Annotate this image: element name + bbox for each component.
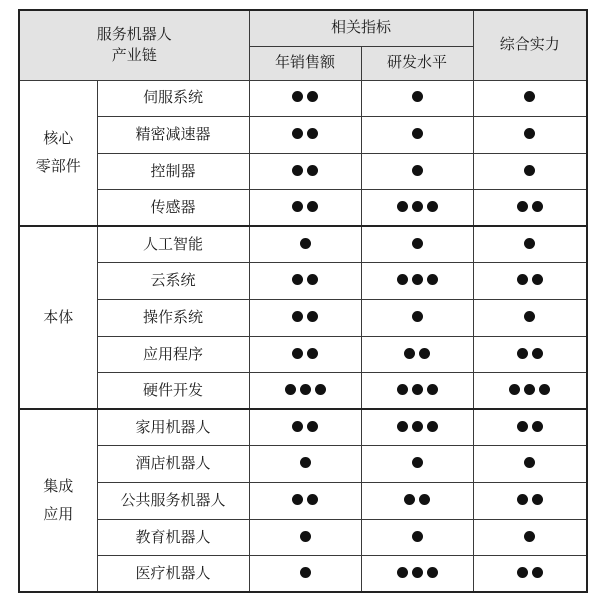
rating-dot-icon xyxy=(315,384,326,395)
rating-dot-icon xyxy=(539,384,550,395)
overall-rating xyxy=(473,80,587,117)
overall-rating xyxy=(473,226,587,263)
rating-dot-icon xyxy=(307,128,318,139)
rating-dots xyxy=(404,348,430,359)
rating-dot-icon xyxy=(532,494,543,505)
rating-dots xyxy=(412,457,423,468)
rating-dot-icon xyxy=(397,421,408,432)
rating-dot-icon xyxy=(412,384,423,395)
rating-dots xyxy=(292,165,318,176)
rating-dots xyxy=(412,238,423,249)
rating-dots xyxy=(292,494,318,505)
rating-dot-icon xyxy=(307,165,318,176)
rating-dot-icon xyxy=(412,274,423,285)
rating-dot-icon xyxy=(532,201,543,212)
rating-dot-icon xyxy=(412,567,423,578)
item-label: 酒店机器人 xyxy=(97,446,249,483)
overall-rating xyxy=(473,300,587,337)
rating-dots xyxy=(300,567,311,578)
table-row xyxy=(19,80,587,117)
rnd-rating xyxy=(361,556,473,593)
overall-rating xyxy=(473,373,587,410)
rating-dots xyxy=(412,128,423,139)
rating-dot-icon xyxy=(397,384,408,395)
rnd-rating xyxy=(361,263,473,300)
rating-dots xyxy=(292,421,318,432)
header-sales: 年销售额 xyxy=(249,46,361,80)
rating-dot-icon xyxy=(412,165,423,176)
table-row xyxy=(19,556,587,593)
overall-rating xyxy=(473,483,587,520)
rating-dot-icon xyxy=(292,91,303,102)
rnd-rating xyxy=(361,190,473,227)
rating-dot-icon xyxy=(307,494,318,505)
rating-dots xyxy=(292,201,318,212)
overall-rating xyxy=(473,263,587,300)
rating-dot-icon xyxy=(307,348,318,359)
rating-dots xyxy=(397,201,438,212)
item-label: 人工智能 xyxy=(97,226,249,263)
overall-rating xyxy=(473,409,587,446)
rnd-rating xyxy=(361,153,473,190)
table-row xyxy=(19,117,587,154)
rating-dot-icon xyxy=(300,567,311,578)
rnd-rating xyxy=(361,483,473,520)
rating-dot-icon xyxy=(412,91,423,102)
rating-dot-icon xyxy=(412,128,423,139)
rnd-rating xyxy=(361,300,473,337)
rating-dot-icon xyxy=(397,201,408,212)
rating-dots xyxy=(300,531,311,542)
sales-rating xyxy=(249,519,361,556)
item-label: 医疗机器人 xyxy=(97,556,249,593)
rating-dot-icon xyxy=(524,384,535,395)
rating-dot-icon xyxy=(412,421,423,432)
overall-rating xyxy=(473,556,587,593)
rating-dots xyxy=(517,348,543,359)
table-row xyxy=(19,446,587,483)
rating-dot-icon xyxy=(307,421,318,432)
sales-rating xyxy=(249,483,361,520)
sales-rating xyxy=(249,446,361,483)
table-row xyxy=(19,483,587,520)
rnd-rating xyxy=(361,446,473,483)
rating-dot-icon xyxy=(300,457,311,468)
table-row xyxy=(19,153,587,190)
rating-dot-icon xyxy=(404,348,415,359)
rating-dot-icon xyxy=(517,494,528,505)
item-label: 控制器 xyxy=(97,153,249,190)
rating-dot-icon xyxy=(427,421,438,432)
rating-dot-icon xyxy=(307,201,318,212)
rating-dots xyxy=(524,128,535,139)
rating-dot-icon xyxy=(412,457,423,468)
header-industry-chain: 服务机器人 产业链 xyxy=(19,10,249,80)
rating-dot-icon xyxy=(427,384,438,395)
rating-dots xyxy=(524,165,535,176)
table-row xyxy=(19,226,587,263)
rating-dots xyxy=(517,274,543,285)
sales-rating xyxy=(249,336,361,373)
robot-industry-table xyxy=(18,9,588,593)
rating-dot-icon xyxy=(524,311,535,322)
sales-rating xyxy=(249,409,361,446)
group-label: 本体 xyxy=(19,226,97,409)
table-row xyxy=(19,336,587,373)
rnd-rating xyxy=(361,373,473,410)
rating-dot-icon xyxy=(517,274,528,285)
rating-dots xyxy=(412,165,423,176)
rating-dots xyxy=(412,531,423,542)
rating-dots xyxy=(292,274,318,285)
rating-dot-icon xyxy=(524,531,535,542)
rating-dots xyxy=(509,384,550,395)
rating-dot-icon xyxy=(517,348,528,359)
rnd-rating xyxy=(361,409,473,446)
rating-dot-icon xyxy=(397,274,408,285)
rating-dots xyxy=(524,457,535,468)
rating-dots xyxy=(292,128,318,139)
rating-dot-icon xyxy=(517,201,528,212)
rating-dots xyxy=(517,494,543,505)
rating-dot-icon xyxy=(524,238,535,249)
rating-dots xyxy=(397,567,438,578)
rating-dots xyxy=(524,238,535,249)
rating-dots xyxy=(412,311,423,322)
sales-rating xyxy=(249,117,361,154)
overall-rating xyxy=(473,336,587,373)
header-overall: 综合实力 xyxy=(473,10,587,80)
rating-dot-icon xyxy=(524,457,535,468)
item-label: 公共服务机器人 xyxy=(97,483,249,520)
item-label: 教育机器人 xyxy=(97,519,249,556)
table-row xyxy=(19,409,587,446)
rating-dots xyxy=(412,91,423,102)
rating-dot-icon xyxy=(532,274,543,285)
sales-rating xyxy=(249,153,361,190)
table-row xyxy=(19,519,587,556)
rating-dot-icon xyxy=(292,165,303,176)
overall-rating xyxy=(473,153,587,190)
sales-rating xyxy=(249,226,361,263)
rating-dots xyxy=(300,238,311,249)
rating-dots xyxy=(517,201,543,212)
rating-dot-icon xyxy=(307,91,318,102)
item-label: 家用机器人 xyxy=(97,409,249,446)
rating-dot-icon xyxy=(524,128,535,139)
sales-rating xyxy=(249,190,361,227)
rating-dot-icon xyxy=(524,165,535,176)
rnd-rating xyxy=(361,80,473,117)
sales-rating xyxy=(249,300,361,337)
rating-dots xyxy=(404,494,430,505)
item-label: 硬件开发 xyxy=(97,373,249,410)
sales-rating xyxy=(249,373,361,410)
rating-dot-icon xyxy=(532,567,543,578)
sales-rating xyxy=(249,263,361,300)
overall-rating xyxy=(473,519,587,556)
rating-dots xyxy=(397,421,438,432)
header-rnd: 研发水平 xyxy=(361,46,473,80)
rating-dots xyxy=(517,567,543,578)
header-indicators: 相关指标 xyxy=(249,10,473,46)
rating-dots xyxy=(397,384,438,395)
rating-dot-icon xyxy=(419,348,430,359)
rating-dot-icon xyxy=(517,567,528,578)
item-label: 传感器 xyxy=(97,190,249,227)
rating-dot-icon xyxy=(292,274,303,285)
rating-dot-icon xyxy=(412,311,423,322)
item-label: 应用程序 xyxy=(97,336,249,373)
rnd-rating xyxy=(361,336,473,373)
overall-rating xyxy=(473,446,587,483)
rnd-rating xyxy=(361,117,473,154)
sales-rating xyxy=(249,80,361,117)
rating-dot-icon xyxy=(419,494,430,505)
rating-dots xyxy=(292,91,318,102)
rating-dot-icon xyxy=(427,201,438,212)
rating-dot-icon xyxy=(300,238,311,249)
sales-rating xyxy=(249,556,361,593)
rating-dot-icon xyxy=(292,201,303,212)
rating-dot-icon xyxy=(412,238,423,249)
rnd-rating xyxy=(361,226,473,263)
rating-dot-icon xyxy=(509,384,520,395)
table-row xyxy=(19,300,587,337)
rnd-rating xyxy=(361,519,473,556)
group-label: 核心 零部件 xyxy=(19,80,97,226)
rating-dots xyxy=(524,311,535,322)
rating-dot-icon xyxy=(412,201,423,212)
rating-dot-icon xyxy=(285,384,296,395)
rating-dot-icon xyxy=(292,311,303,322)
overall-rating xyxy=(473,190,587,227)
rating-dot-icon xyxy=(397,567,408,578)
rating-dots xyxy=(300,457,311,468)
rating-dot-icon xyxy=(524,91,535,102)
item-label: 云系统 xyxy=(97,263,249,300)
rating-dot-icon xyxy=(300,531,311,542)
overall-rating xyxy=(473,117,587,154)
rating-dot-icon xyxy=(292,348,303,359)
rating-dot-icon xyxy=(307,274,318,285)
rating-dots xyxy=(292,348,318,359)
rating-dot-icon xyxy=(532,348,543,359)
rating-dots xyxy=(524,91,535,102)
rating-dot-icon xyxy=(427,274,438,285)
rating-dot-icon xyxy=(517,421,528,432)
group-label: 集成 应用 xyxy=(19,409,97,592)
rating-dot-icon xyxy=(292,421,303,432)
rating-dot-icon xyxy=(292,494,303,505)
table-row xyxy=(19,373,587,410)
rating-dots xyxy=(397,274,438,285)
item-label: 伺服系统 xyxy=(97,80,249,117)
rating-dot-icon xyxy=(292,128,303,139)
item-label: 操作系统 xyxy=(97,300,249,337)
rating-dot-icon xyxy=(300,384,311,395)
rating-dot-icon xyxy=(412,531,423,542)
rating-dot-icon xyxy=(532,421,543,432)
table-row xyxy=(19,263,587,300)
rating-dots xyxy=(285,384,326,395)
table-body xyxy=(19,80,587,592)
rating-dot-icon xyxy=(404,494,415,505)
rating-dots xyxy=(524,531,535,542)
rating-dot-icon xyxy=(427,567,438,578)
rating-dot-icon xyxy=(307,311,318,322)
table-row xyxy=(19,190,587,227)
rating-dots xyxy=(517,421,543,432)
item-label: 精密减速器 xyxy=(97,117,249,154)
rating-dots xyxy=(292,311,318,322)
